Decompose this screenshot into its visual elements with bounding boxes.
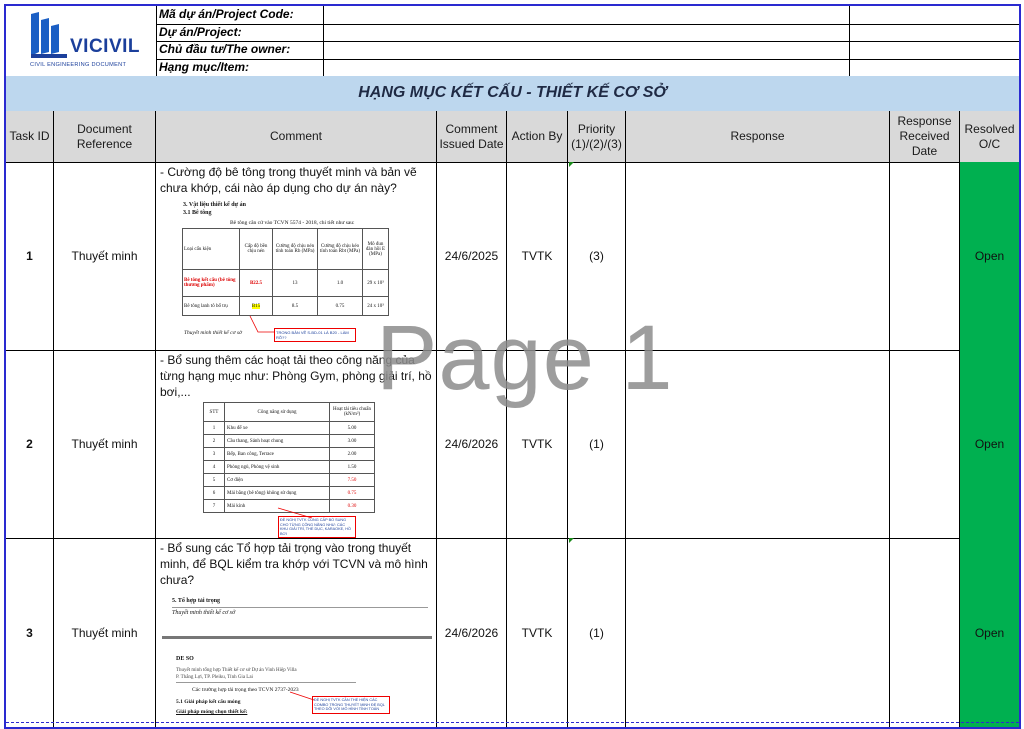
live-load-cell: Bếp, Ban công, Terrace <box>225 448 330 461</box>
header-resolved: Resolved O/C <box>964 121 1015 151</box>
resolved-status-cell[interactable]: Open <box>960 538 1019 728</box>
live-load-cell: Mái bằng (bê tông) không sử dụng <box>225 487 330 500</box>
live-load-cell: 0.30 <box>330 500 375 513</box>
snip-heading: 3.1 Bê tông <box>183 210 212 216</box>
task-id-cell: 3 <box>6 538 54 728</box>
live-load-cell: 0.75 <box>330 487 375 500</box>
live-load-cell: 7.50 <box>330 474 375 487</box>
meta-label: Chủ đầu tư/The owner: <box>156 41 324 59</box>
snip-heading: 3. Vật liệu thiết kế dự án <box>183 202 246 208</box>
doc-ref-cell: Thuyết minh <box>54 162 156 350</box>
red-arrow-icon <box>248 314 276 336</box>
concrete-cell: 0.75 <box>318 297 363 316</box>
received-date-cell[interactable] <box>890 162 960 350</box>
spreadsheet-page <box>4 4 1021 729</box>
concrete-col: Cường độ chịu nén tính toán Rb (MPa) <box>273 229 318 270</box>
page-break-line <box>6 722 1019 723</box>
live-load-col: Hoạt tải tiêu chuẩn (kN/m²) <box>330 403 375 422</box>
meta-value[interactable] <box>324 59 850 77</box>
comment-text: - Bổ sung thêm các hoạt tải theo công năng của từng hạng mục như: Phòng Gym, phòng giải trí, hồ bơi,... <box>160 353 432 399</box>
table-row <box>6 162 1019 351</box>
response-cell[interactable] <box>626 350 890 538</box>
header-issued-date: Comment Issued Date <box>437 111 507 162</box>
snip-heading: 5.1 Giải pháp kết cấu móng <box>176 699 241 705</box>
comment-text: - Cường độ bê tông trong thuyết minh và bản vẽ chưa khớp, cái nào áp dụng cho dự án này? <box>160 165 417 195</box>
priority-cell: (3) <box>568 162 626 350</box>
concrete-cell: B22.5 <box>240 270 273 297</box>
priority-cell: (1) <box>568 350 626 538</box>
action-by-cell: TVTK <box>507 350 568 538</box>
meta-label: Dự án/Project: <box>156 24 324 42</box>
snip-logo-text: DE SO <box>176 656 194 662</box>
table-row <box>6 350 1019 539</box>
live-load-cell: 2 <box>204 435 225 448</box>
live-load-cell: 1.50 <box>330 461 375 474</box>
snip-footer: Thuyết minh thiết kế cơ sở <box>184 330 242 336</box>
meta-row-owner <box>156 41 1019 60</box>
live-load-cell: 2.00 <box>330 448 375 461</box>
live-load-cell: 3 <box>204 448 225 461</box>
review-note: ĐỀ NGHỊ TVTK CUNG CẤP BỔ SUNG CHO TỪNG CÔNG NĂNG NHƯ: CÁC KHU GIẢI TRÍ, THỂ DỤC, KARAOKE, HỒ BƠI <box>278 516 356 538</box>
divider <box>162 636 432 639</box>
live-load-cell: 5 <box>204 474 225 487</box>
header-action-by: Action By <box>507 111 568 162</box>
vicivil-logo-icon <box>31 12 71 60</box>
issued-date-cell: 24/6/2026 <box>437 538 507 728</box>
comment-cell[interactable] <box>156 162 437 350</box>
concrete-cell: Bê tông kết cấu (bê tông thương phẩm) <box>183 270 240 297</box>
live-load-cell: Khu để xe <box>225 422 330 435</box>
issued-date-cell: 24/6/2025 <box>437 162 507 350</box>
snip-caption: Bê tông căn cứ vào TCVN 5574 - 2018, chi tiết như sau: <box>230 220 355 226</box>
meta-label: Hạng mục/Item: <box>156 59 324 77</box>
meta-label: Mã dự án/Project Code: <box>156 6 324 24</box>
cell-marker-icon <box>569 538 574 543</box>
doc-ref-cell: Thuyết minh <box>54 538 156 728</box>
live-load-cell: Cầu thang, Sảnh hoạt chung <box>225 435 330 448</box>
task-id-cell: 2 <box>6 350 54 538</box>
response-cell[interactable] <box>626 538 890 728</box>
table-header-row <box>6 111 1019 163</box>
concrete-col: Loại cấu kiện <box>183 229 240 270</box>
received-date-cell[interactable] <box>890 538 960 728</box>
concrete-col: Mô đun đàn hồi E (MPa) <box>363 229 389 270</box>
page-watermark: Page 1 <box>376 307 674 409</box>
priority-cell: (1) <box>568 538 626 728</box>
meta-value[interactable] <box>324 6 850 24</box>
header-comment: Comment <box>156 111 437 162</box>
concrete-table <box>182 228 389 316</box>
comment-screenshot-load-combo <box>162 596 432 726</box>
snip-heading: 5. Tổ hợp tải trọng <box>172 598 221 604</box>
comment-screenshot-concrete <box>180 202 394 344</box>
document-header <box>6 6 1019 76</box>
action-by-cell: TVTK <box>507 162 568 350</box>
live-load-cell: 1 <box>204 422 225 435</box>
live-load-col: STT <box>204 403 225 422</box>
concrete-col: Cấp độ bền chịu nén <box>240 229 273 270</box>
snip-sub: Thuyết minh thiết kế cơ sở <box>172 610 236 616</box>
comment-screenshot-live-load <box>200 402 378 534</box>
concrete-cell: 29 x 10³ <box>363 270 389 297</box>
concrete-cell-highlight: B15 <box>251 303 261 309</box>
meta-value[interactable] <box>324 41 850 59</box>
review-note: ĐỀ NGHỊ TVTK CẦN THỂ HIỆN CÁC COMBO TRONG THUYẾT MINH ĐỂ BQL THEO DÕI VỚI MÔ HÌNH TÍNH TOÁN <box>312 696 390 714</box>
live-load-cell: 4 <box>204 461 225 474</box>
live-load-table <box>203 402 375 513</box>
meta-value[interactable] <box>324 24 850 42</box>
snip-heading: Giải pháp móng chọn thiết kế: <box>176 709 248 715</box>
section-title: HẠNG MỤC KẾT CẤU - THIẾT KẾ CƠ SỞ <box>6 76 1019 112</box>
snip-line: Các trường hợp tải trọng theo TCVN 2737-2023 <box>192 687 299 693</box>
header-priority: Priority (1)/(2)/(3) <box>568 111 626 162</box>
concrete-cell: 8.5 <box>273 297 318 316</box>
concrete-cell: 13 <box>273 270 318 297</box>
received-date-cell[interactable] <box>890 350 960 538</box>
comment-cell[interactable] <box>156 350 437 538</box>
live-load-cell: 3.00 <box>330 435 375 448</box>
divider <box>172 607 428 608</box>
doc-ref-cell: Thuyết minh <box>54 350 156 538</box>
task-id-cell: 1 <box>6 162 54 350</box>
response-cell[interactable] <box>626 162 890 350</box>
live-load-cell: Mái kính <box>225 500 330 513</box>
live-load-cell: 6 <box>204 487 225 500</box>
comment-text: - Bổ sung các Tổ hợp tải trọng vào trong thuyết minh, để BQL kiểm tra khớp với TCVN và mô hình chưa? <box>160 541 428 587</box>
header-document-reference: Document Reference <box>54 111 156 162</box>
live-load-cell: 7 <box>204 500 225 513</box>
live-load-col: Công năng sử dụng <box>225 403 330 422</box>
logo-brand: VICIVIL <box>70 36 141 57</box>
table-row <box>6 538 1019 728</box>
live-load-cell: 5.00 <box>330 422 375 435</box>
snip-line: P. Thắng Lợi, TP. Pleiku, Tỉnh Gia Lai <box>176 675 253 680</box>
concrete-cell: 1.0 <box>318 270 363 297</box>
header-task-id: Task ID <box>6 111 54 162</box>
live-load-cell: Phòng ngủ, Phòng vệ sinh <box>225 461 330 474</box>
action-by-cell: TVTK <box>507 538 568 728</box>
cell-marker-icon <box>569 162 574 167</box>
review-note: TRONG BẢN VẼ S-BD-01 LÀ B20 - LÀM RÕ?? <box>274 328 356 342</box>
issued-date-cell: 24/6/2026 <box>437 350 507 538</box>
resolved-status-cell[interactable]: Open <box>960 350 1019 538</box>
header-response: Response <box>626 111 890 162</box>
concrete-cell: Bê tông lanh tô bổ trụ <box>183 297 240 316</box>
concrete-col: Cường độ chịu kéo tính toán Rbt (MPa) <box>318 229 363 270</box>
meta-row-project <box>156 24 1019 43</box>
snip-line: Thuyết minh tổng hợp Thiết kế cơ sở Dự án Vinh Hiệp Villa <box>176 668 297 673</box>
resolved-status-cell[interactable]: Open <box>960 162 1019 350</box>
meta-row-item <box>156 59 1019 78</box>
logo-cell <box>6 6 157 77</box>
divider <box>176 682 356 683</box>
concrete-cell: 24 x 10³ <box>363 297 389 316</box>
comment-cell[interactable] <box>156 538 437 728</box>
live-load-cell: Cơ điện <box>225 474 330 487</box>
meta-row-project-code <box>156 6 1019 25</box>
header-received-date: Response Received Date <box>890 111 960 162</box>
logo-tagline: CIVIL ENGINEERING DOCUMENT <box>30 62 127 68</box>
